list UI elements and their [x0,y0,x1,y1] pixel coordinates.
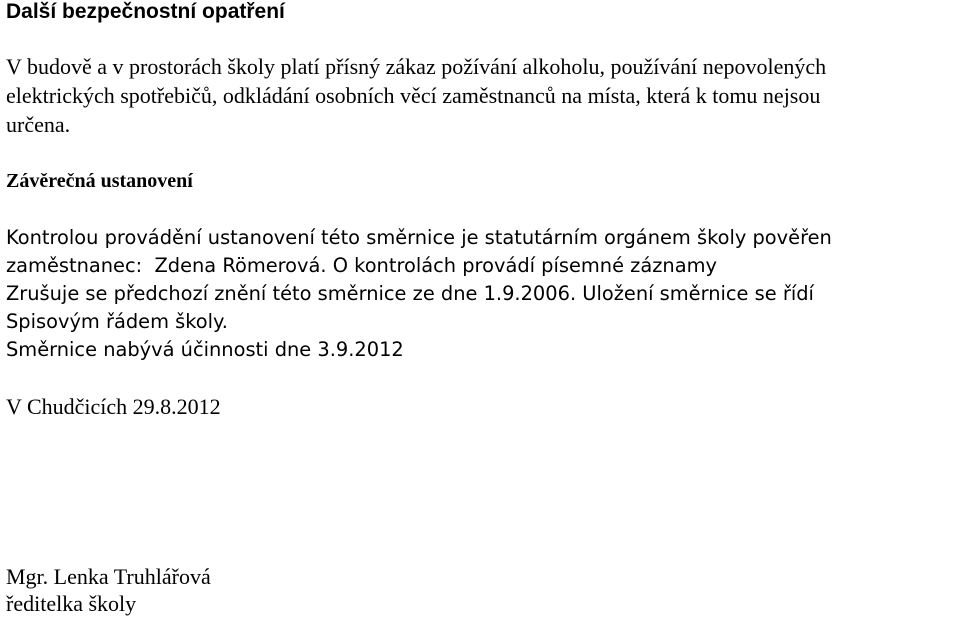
final-text-line-2: zaměstnanec: Zdena Römerová. O kontrolách provádí písemné záznamy [6,254,717,277]
section-heading-security: Další bezpečnostní opatření [6,0,285,23]
place-date: V Chudčicích 29.8.2012 [6,394,221,419]
security-text-line-2: elektrických spotřebičů, odkládání osobních věcí zaměstnanců na místa, která k tomu nejsou [6,83,821,108]
final-text-line-4: Spisovým řádem školy. [6,310,228,333]
final-text-line-5: Směrnice nabývá účinnosti dne 3.9.2012 [6,338,404,361]
final-text-line-1: Kontrolou provádění ustanovení této směrnice je statutárním orgánem školy pověřen [6,226,832,249]
final-text-line-3: Zrušuje se předchozí znění této směrnice ze dne 1.9.2006. Uložení směrnice se řídí [6,282,814,305]
signatory-title: ředitelka školy [6,591,137,616]
security-text-line-1: V budově a v prostorách školy platí přísný zákaz požívání alkoholu, používání nepovolených [6,54,827,79]
signatory-name: Mgr. Lenka Truhlářová [6,564,211,589]
security-text-line-3: určena. [6,112,71,137]
section-heading-final: Závěrečná ustanovení [6,170,193,192]
